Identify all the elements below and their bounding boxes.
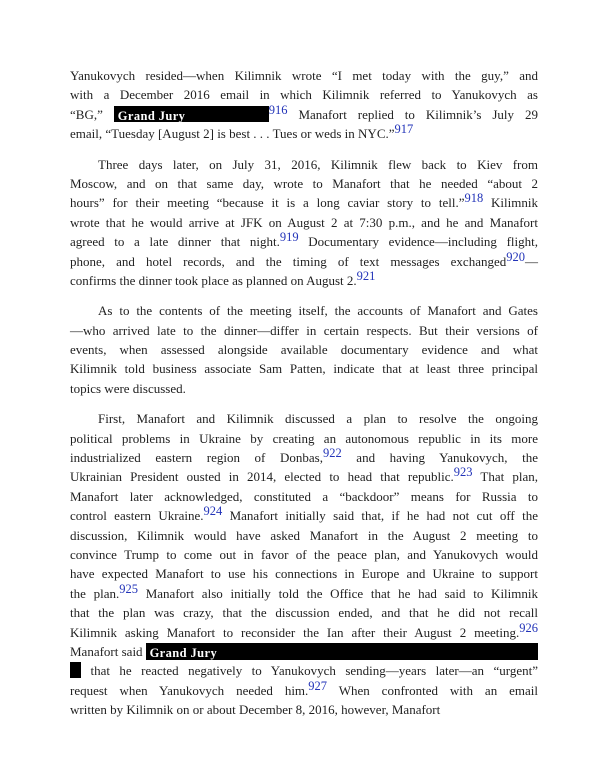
body-text: Yanukovych resided—when Kilimnik wrote “I met today with the guy,” and xyxy=(70,68,538,83)
text-line xyxy=(70,409,538,428)
text-line xyxy=(70,85,538,104)
footnote-reference: 927 xyxy=(308,678,328,693)
text-line xyxy=(70,620,538,642)
body-text: discussion, Kilimnik would have asked Manafort in the August 2 meeting to xyxy=(70,527,538,543)
body-text: “BG,” xyxy=(70,106,114,122)
body-text: wrote that he would arrive at JFK on August 2 at 7:30 p.m., and he and Manafort xyxy=(70,214,538,230)
body-text: control eastern Ukraine. xyxy=(70,508,204,524)
text-line xyxy=(70,506,538,525)
text-line xyxy=(70,340,538,359)
text-line xyxy=(70,249,538,271)
text-line xyxy=(70,124,538,143)
body-text: agreed to a late dinner that night. xyxy=(70,234,280,250)
body-text: Ukrainian President ousted in 2014, elected to head that republic. xyxy=(70,469,454,485)
text-line xyxy=(70,700,538,719)
text-line xyxy=(70,564,538,583)
footnote-reference: 921 xyxy=(356,268,376,283)
body-text: industrialized eastern region of Donbas, xyxy=(70,450,323,466)
paragraph xyxy=(70,301,538,398)
redaction-label: Grand Jury xyxy=(149,646,218,661)
footnote-reference: 924 xyxy=(203,504,223,519)
text-line xyxy=(70,603,538,622)
body-text: Documentary evidence—including flight, xyxy=(298,234,538,250)
body-text: Kilimnik asking Manafort to reconsider the Ian after their August 2 meeting. xyxy=(70,624,520,640)
body-text: Moscow, and on that same day, wrote to Manafort that he needed “about 2 xyxy=(70,175,538,191)
text-line xyxy=(70,66,538,85)
footnote-reference: 920 xyxy=(506,249,525,264)
body-text: Manafort replied to Kilimnik’s July 29 xyxy=(287,106,538,122)
body-text: the plan. xyxy=(70,585,120,601)
body-text: confirms the dinner took place as planned on August 2. xyxy=(70,272,357,288)
footnote-reference: 923 xyxy=(453,465,473,480)
footnote-reference: 916 xyxy=(268,102,288,117)
paragraph xyxy=(70,66,538,144)
text-line xyxy=(70,102,538,124)
body-text: political problems in Ukraine by creating an autonomous republic in its more xyxy=(70,430,538,446)
body-text: Three days later, on July 31, 2016, Kilimnik flew back to Kiev from xyxy=(98,156,538,172)
text-line xyxy=(70,661,538,680)
body-text: Manafort also initially told the Office that he had said to Kilimnik xyxy=(138,585,539,601)
body-text: email, “Tuesday [August 2] is best . . . Tues or weds in NYC.” xyxy=(70,126,395,142)
text-line xyxy=(70,268,538,290)
redaction-bar xyxy=(70,662,81,678)
footnote-reference: 919 xyxy=(279,230,299,245)
body-text: written by Kilimnik on or about December 8, 2016, however, Manafort xyxy=(70,702,441,718)
body-text: Manafort later acknowledged, constituted a “backdoor” means for Russia to xyxy=(70,488,538,504)
text-line xyxy=(70,232,538,251)
footnote-reference: 918 xyxy=(464,191,484,206)
paragraph xyxy=(70,155,538,291)
body-text: events, when assessed alongside available documentary evidence and what xyxy=(70,342,538,358)
body-text: topics were discussed. xyxy=(70,380,186,396)
text-line xyxy=(70,642,538,661)
body-text: request when Yanukovych needed him. xyxy=(70,682,309,698)
text-line xyxy=(70,301,538,320)
body-text: that the plan was crazy, that the discussion ended, and that he did not recall xyxy=(70,605,538,621)
body-text: that he reacted negatively to Yanukovych sending—years later—an “urgent” xyxy=(81,663,538,679)
text-line xyxy=(70,213,538,232)
body-text: Kilimnik told business associate Sam Patten, indicate that at least three principal xyxy=(70,361,538,377)
footnote-reference: 922 xyxy=(322,446,342,461)
text-line xyxy=(70,321,538,340)
footnote-reference: 917 xyxy=(394,122,414,137)
body-text: convince Trump to come out in favor of the peace plan, and Yanukovych would xyxy=(70,546,538,562)
body-text: —who arrived late to the dinner—differ in certain respects. But their versions of xyxy=(70,322,538,338)
text-line xyxy=(70,526,538,545)
footnote-reference: 925 xyxy=(119,581,138,596)
paragraph xyxy=(70,409,538,719)
text-line xyxy=(70,467,538,486)
text-line xyxy=(70,581,539,603)
body-text: First, Manafort and Kilimnik discussed a plan to resolve the ongoing xyxy=(98,411,538,427)
text-line xyxy=(70,487,538,506)
text-line xyxy=(70,193,538,212)
body-text: phone, and hotel records, and the timing of text messages exchanged xyxy=(70,253,507,269)
footnote-reference: 926 xyxy=(519,620,538,635)
redaction-label: Grand Jury xyxy=(117,108,186,122)
redaction-bar-grand-jury xyxy=(114,106,269,122)
body-text: with a December 2016 email in which Kilimnik referred to Yanukovych as xyxy=(70,87,538,103)
text-line xyxy=(70,678,538,700)
text-line xyxy=(70,545,538,564)
text-line xyxy=(70,429,538,448)
body-text: — xyxy=(525,253,538,269)
body-text: and having Yanukovych, the xyxy=(341,450,538,466)
text-line xyxy=(70,379,538,398)
body-text: Manafort said xyxy=(70,643,143,659)
body-text: hours” for their meeting “because it is a long caviar story to tell.” xyxy=(70,195,465,211)
body-text: Kilimnik xyxy=(483,195,538,211)
text-line xyxy=(70,155,538,174)
text-line xyxy=(70,359,538,378)
body-text: have expected Manafort to use his connections in Europe and Ukraine to support xyxy=(70,566,538,582)
body-text: That plan, xyxy=(472,469,538,485)
body-text: When confronted with an email xyxy=(327,682,538,698)
body-text: As to the contents of the meeting itself, the accounts of Manafort and Gates xyxy=(98,303,538,319)
body-text: Manafort initially said that, if he had not cut off the xyxy=(222,508,538,524)
redaction-bar-grand-jury xyxy=(146,643,538,660)
